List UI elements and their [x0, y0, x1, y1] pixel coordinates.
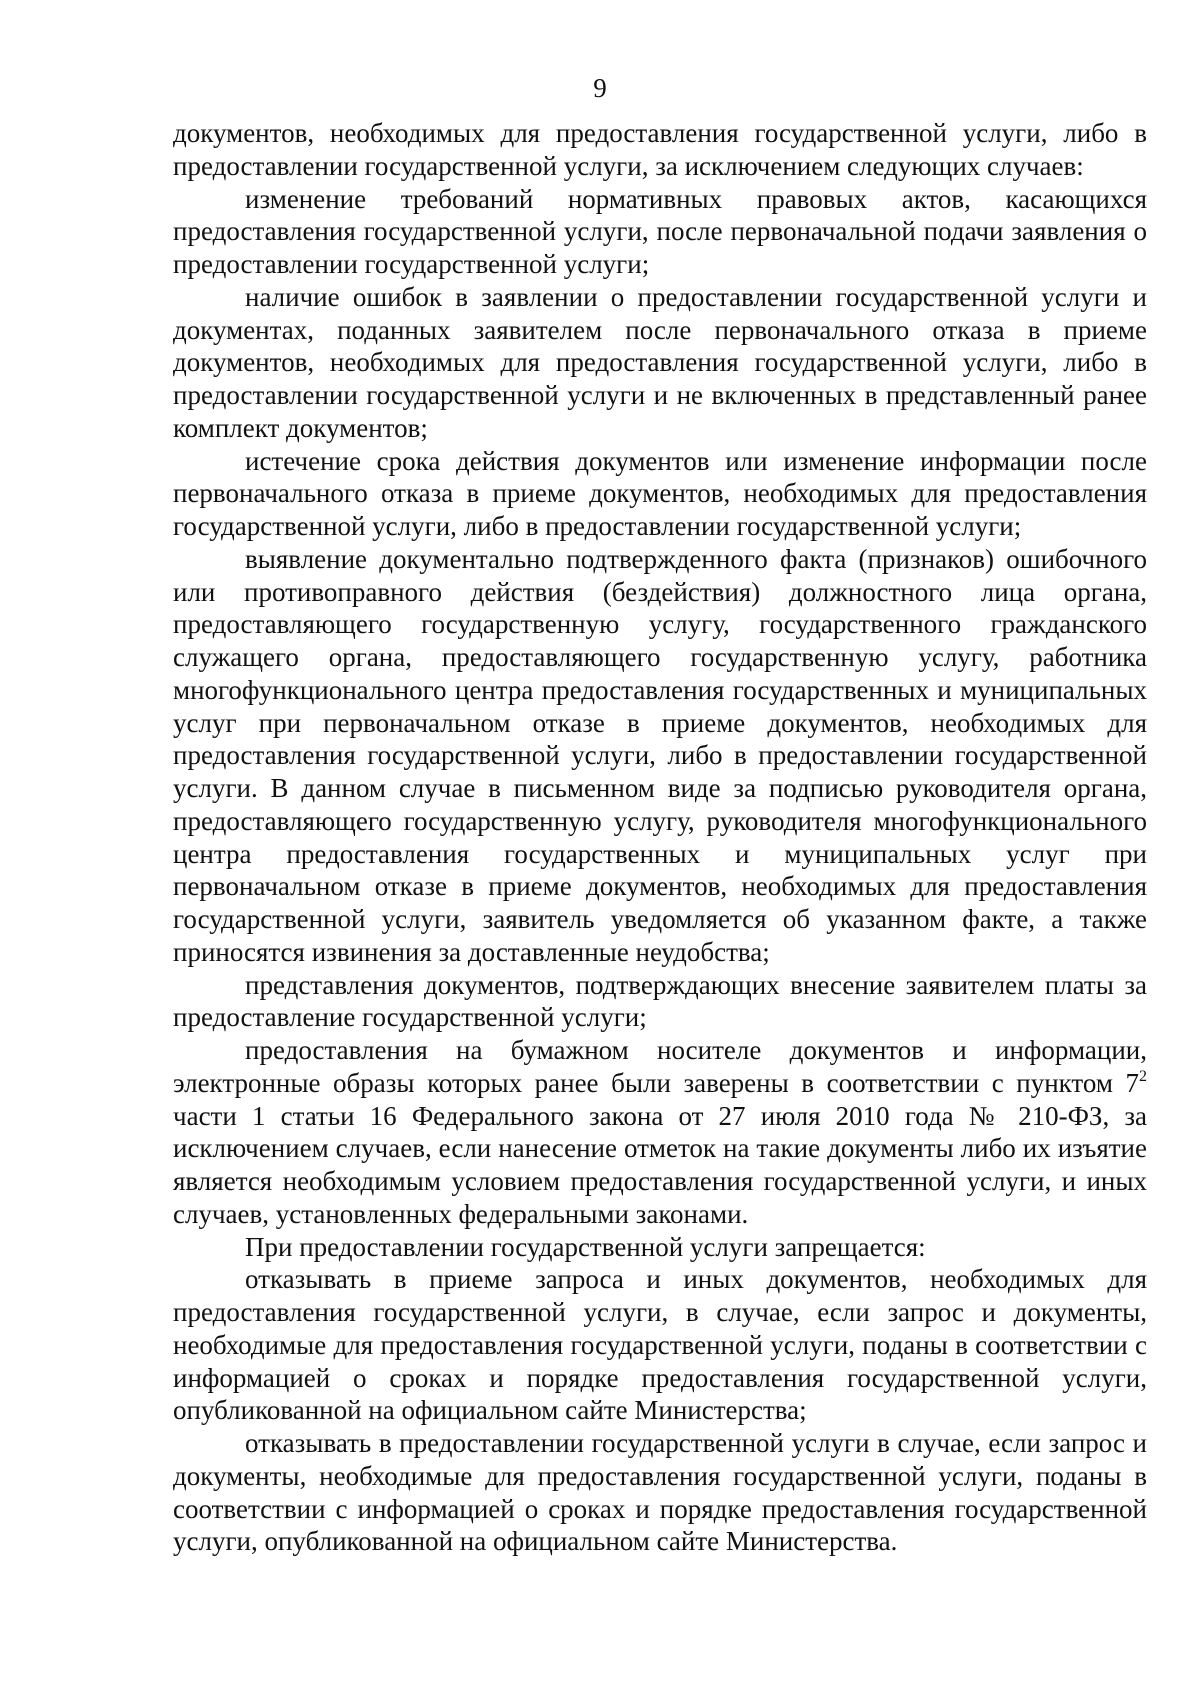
- paragraph-text-after-sup: части 1 статьи 16 Федерального закона от 27 июля 2010 года № 210-ФЗ, за исключением случаев, если нанесение отметок на такие документы либо их изъятие является необходимым условием предоставления государственной услуги, и иных случаев, установленных федеральными законами.: [173, 1100, 1147, 1229]
- document-body: [173, 117, 1147, 1558]
- page-number: 9: [593, 73, 607, 103]
- paragraph: выявление документально подтвержденного факта (признаков) ошибочного или противоправного действия (бездействия) должностного лица органа, предоставляющего государственную услугу, государственного гражданского служащего органа, предоставляющего государственную услугу, работника многофункционального центра предоставления государственных и муниципальных услуг при первоначальном отказе в приеме документов, необходимых для предоставления государственной услуги, либо в предоставлении государственной услуги. В данном случае в письменном виде за подписью руководителя органа, предоставляющего государственную услугу, руководителя многофункционального центра предоставления государственных и муниципальных услуг при первоначальном отказе в приеме документов, необходимых для предоставления государственной услуги, заявитель уведомляется об указанном факте, а также приносятся извинения за доставленные неудобства;: [173, 543, 1147, 967]
- superscript-marker: 2: [1139, 1067, 1147, 1085]
- paragraph: изменение требований нормативных правовых актов, касающихся предоставления государственной услуги, после первоначальной подачи заявления о предоставлении государственной услуги;: [173, 183, 1147, 279]
- paragraph: истечение срока действия документов или изменение информации после первоначального отказа в приеме документов, необходимых для предоставления государственной услуги, либо в предоставлении государственной услуги;: [173, 445, 1147, 541]
- paragraph-with-superscript: [173, 1034, 1147, 1231]
- paragraph: отказывать в предоставлении государственной услуги в случае, если запрос и документы, необходимые для предоставления государственной услуги, поданы в соответствии с информацией о сроках и порядке предоставления государственной услуги, опубликованной на официальном сайте Министерства.: [173, 1428, 1147, 1557]
- paragraph-text-before-sup: предоставления на бумажном носителе документов и информации, электронные образы которых ранее были заверены в соответствии с пунктом 7: [173, 1035, 1147, 1098]
- paragraph: При предоставлении государственной услуги запрещается:: [245, 1231, 926, 1262]
- paragraph-continuation: документов, необходимых для предоставления государственной услуги, либо в предоставлении государственной услуги, за исключением следующих случаев:: [173, 118, 1147, 181]
- paragraph: представления документов, подтверждающих внесение заявителем платы за предоставление государственной услуги;: [173, 969, 1147, 1033]
- paragraph: отказывать в приеме запроса и иных документов, необходимых для предоставления государственной услуги, в случае, если запрос и документы, необходимые для предоставления государственной услуги, поданы в соответствии с информацией о сроках и порядке предоставления государственной услуги, опубликованной на официальном сайте Министерства;: [173, 1264, 1147, 1426]
- paragraph: наличие ошибок в заявлении о предоставлении государственной услуги и документах, поданных заявителем после первоначального отказа в приеме документов, необходимых для предоставления государственной услуги, либо в предоставлении государственной услуги и не включенных в представленный ранее комплект документов;: [173, 281, 1147, 443]
